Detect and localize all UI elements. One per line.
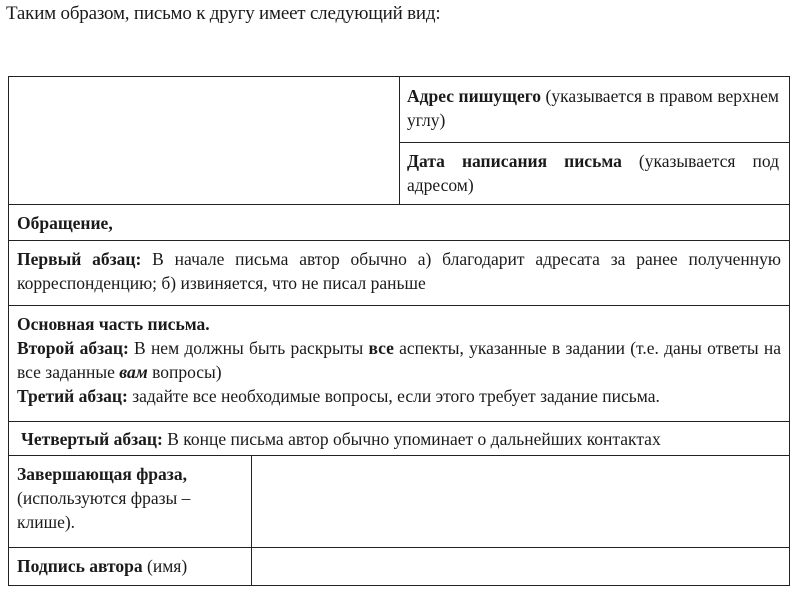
fourth-paragraph-label: Четвертый абзац: (21, 429, 163, 449)
row-divider (9, 240, 789, 241)
second-paragraph-label: Второй абзац: (17, 338, 129, 358)
greeting-label: Обращение, (17, 213, 113, 233)
second-paragraph (17, 336, 781, 384)
second-paragraph-text: вопросы) (147, 362, 222, 382)
main-part-heading: Основная часть письма. (17, 314, 210, 334)
row-divider (9, 305, 789, 306)
date-cell (407, 149, 779, 197)
emphasis-you: вам (119, 362, 148, 382)
fourth-paragraph-text: В конце письма автор обычно упоминает о дальнейших контактах (162, 429, 661, 449)
second-paragraph-text: В нем должны быть раскрыты (128, 338, 369, 358)
emphasis-all: все (368, 338, 394, 358)
column-divider (399, 77, 400, 204)
first-paragraph-cell (17, 247, 781, 295)
address-note: (указывается в правом верхнем углу) (407, 86, 779, 130)
intro-text: Таким образом, письмо к другу имеет следующий вид: (6, 3, 441, 24)
closing-note: (используются фразы – клише). (17, 488, 191, 532)
date-note: (указывается под адресом) (407, 151, 779, 195)
signature-blank-cell (251, 547, 791, 586)
third-paragraph-text: задайте все необходимые вопросы, если этого требует задание письма. (127, 386, 660, 406)
signature-note: (имя) (142, 556, 188, 576)
signature-cell (17, 554, 245, 578)
address-label: Адрес пишущего (407, 86, 541, 106)
first-paragraph-label: Первый абзац: (17, 249, 142, 269)
greeting-cell (17, 211, 777, 235)
signature-label: Подпись автора (17, 556, 143, 576)
second-paragraph-text: аспекты, указанные в задании (т.е. даны ответы на все заданные (17, 338, 782, 382)
closing-cell (17, 462, 245, 534)
row-divider (9, 204, 789, 205)
empty-cell (9, 77, 399, 204)
address-cell (407, 84, 779, 132)
date-label: Дата написания письма (407, 151, 622, 171)
third-paragraph-label: Третий абзац: (17, 386, 128, 406)
first-paragraph-text: В начале письма автор обычно а) благодарит адресата за ранее полученную корреспонденцию; б) извиняется, что не писал раньше (17, 249, 781, 293)
fourth-paragraph-cell (21, 427, 785, 451)
letter-structure-table (8, 76, 790, 586)
closing-label: Завершающая фраза, (17, 464, 187, 484)
closing-blank-cell (251, 455, 791, 547)
main-part-cell (17, 312, 781, 408)
row-divider (399, 142, 789, 143)
row-divider (9, 421, 789, 422)
third-paragraph (17, 384, 781, 408)
